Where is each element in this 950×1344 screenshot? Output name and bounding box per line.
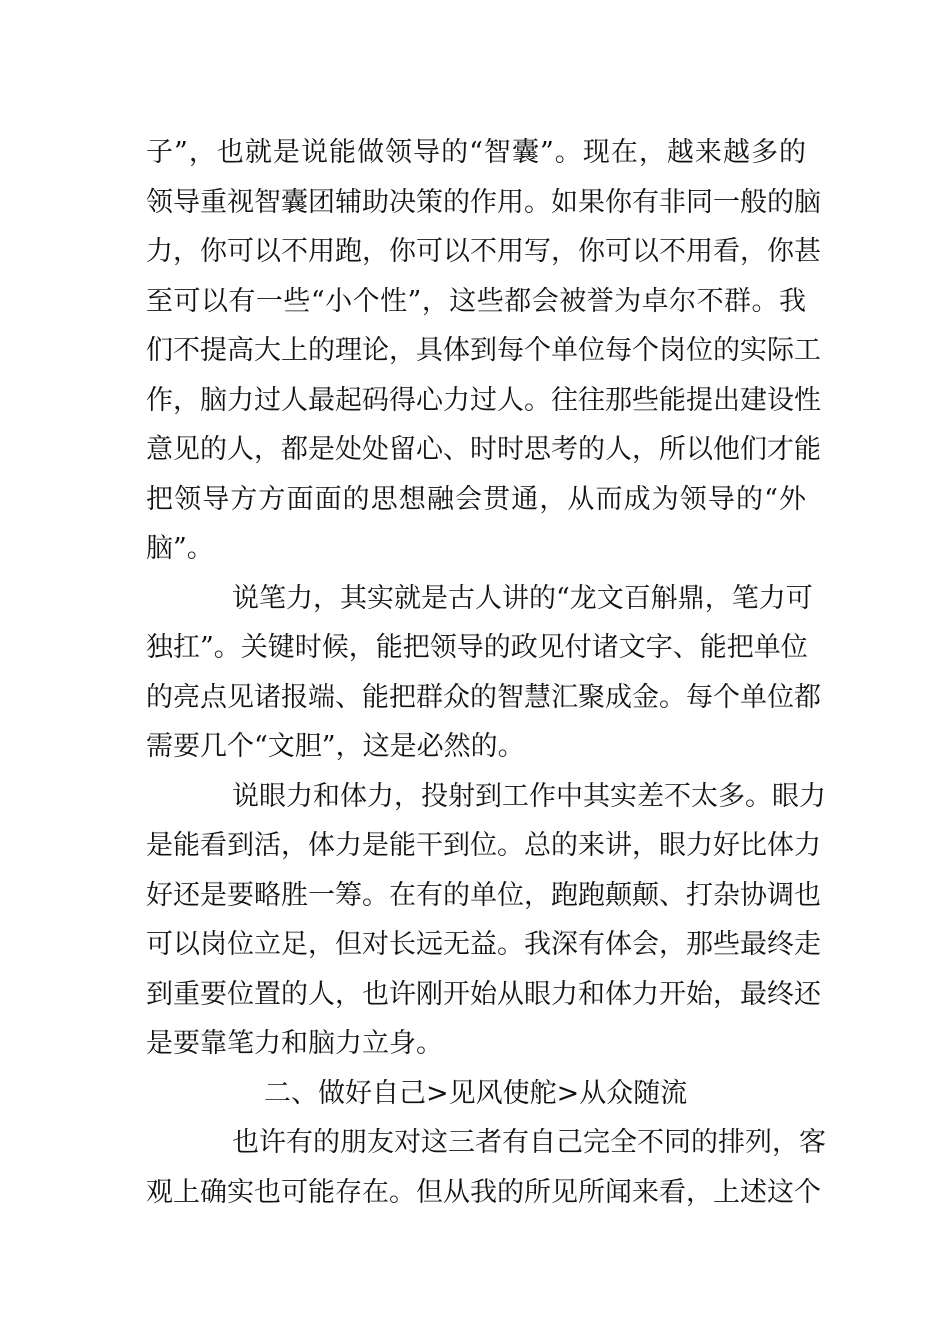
text-line: 好还是要略胜一筹。在有的单位，跑跑颠颠、打杂协调也 [146,879,821,911]
text-line: 说眼力和体力，投射到工作中其实差不太多。眼力 [232,780,826,812]
text-line: 到重要位置的人，也许刚开始从眼力和体力开始，最终还 [146,978,821,1010]
text-line: 意见的人，都是处处留心、时时思考的人，所以他们才能 [146,434,821,465]
text-line: 需要几个“文胆”，这是必然的。 [146,731,525,762]
text-line: 力，你可以不用跑，你可以不用写，你可以不用看，你甚 [146,236,821,267]
text-line: 可以岗位立足，但对长远无益。我深有体会，那些最终走 [146,929,821,960]
text-line: 是要靠笔力和脑力立身。 [146,1028,443,1059]
text-line: 独扛”。关键时候，能把领导的政见付诸文字、能把单位 [146,632,808,663]
text-line: 作，脑力过人最起码得心力过人。往往那些能提出建设性 [146,384,821,416]
text-line: 也许有的朋友对这三者有自己完全不同的排列，客 [232,1127,826,1158]
paragraph-brainpower [146,128,821,574]
text-line: 把领导方方面面的思想融会贯通，从而成为领导的“外 [146,483,806,515]
section-heading: 二、做好自己>见风使舵>从众随流 [264,1077,688,1109]
text-line: 观上确实也可能存在。但从我的所见所闻来看，上述这个 [146,1176,821,1208]
paragraph-final [146,1118,826,1217]
paragraph-eyesight-stamina [146,772,826,1069]
document-body [146,128,826,1217]
text-line: 领导重视智囊团辅助决策的作用。如果你有非同一般的脑 [146,186,821,218]
text-line: 们不提高大上的理论，具体到每个单位每个岗位的实际工 [146,335,821,366]
text-line: 子”，也就是说能做领导的“智囊”。现在，越来越多的 [146,137,806,168]
text-line: 至可以有一些“小个性”，这些都会被誉为卓尔不群。我 [146,285,806,317]
text-line: 是能看到活，体力是能干到位。总的来讲，眼力好比体力 [146,830,821,861]
text-line: 的亮点见诸报端、能把群众的智慧汇聚成金。每个单位都 [146,681,821,713]
text-line: 说笔力，其实就是古人讲的“龙文百斛鼎，笔力可 [232,582,813,614]
paragraph-writing-power [146,574,821,772]
text-line: 脑”。 [146,533,214,564]
